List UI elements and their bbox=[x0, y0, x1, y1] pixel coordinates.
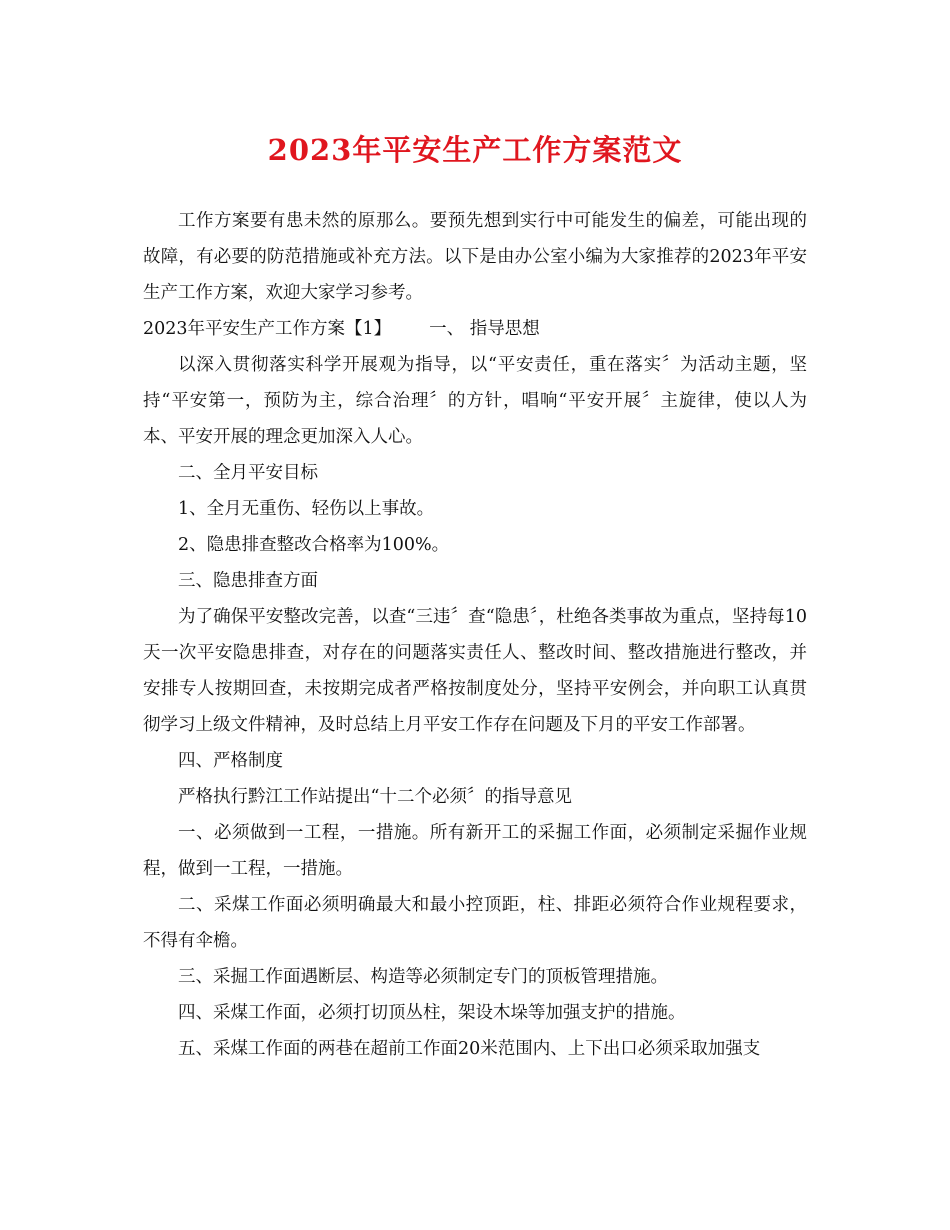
goal-item-1: 1、全月无重伤、轻伤以上事故。 bbox=[178, 499, 435, 519]
goal-item-2: 2、隐患排查整改合格率为100%。 bbox=[178, 535, 450, 555]
section-heading-strict-rules: 四、严格制度 bbox=[178, 751, 283, 771]
paragraph-twelve-musts: 严格执行黔江工作站提出“十二个必须〞的指导意见 bbox=[178, 787, 572, 807]
rule-item-4: 四、采煤工作面，必须打切顶丛柱，架设木垛等加强支护的措施。 bbox=[178, 1003, 686, 1023]
paragraph-plan-heading bbox=[143, 311, 807, 347]
document-body bbox=[143, 203, 807, 1067]
rule-item-2: 二、采煤工作面必须明确最大和最小控顶距，柱、排距必须符合作业规程要求，不得有伞檐。 bbox=[143, 895, 807, 951]
rule-item-3: 三、采掘工作面遇断层、构造等必须制定专门的顶板管理措施。 bbox=[178, 967, 668, 987]
paragraph-guiding-thought: 以深入贯彻落实科学开展观为指导，以“平安责任，重在落实〞为活动主题，坚持“平安第一，预防为主，综合治理〞的方针，唱响“平安开展〞主旋律，使以人为本、平安开展的理念更加深入人心。 bbox=[143, 355, 807, 447]
rule-item-5: 五、采煤工作面的两巷在超前工作面20米范围内、上下出口必须采取加强支 bbox=[178, 1039, 761, 1059]
paragraph-hazard-check: 为了确保平安整改完善，以查“三违〞查“隐患〞，杜绝各类事故为重点，坚持每10天一次平安隐患排查，对存在的问题落实责任人、整改时间、整改措施进行整改，并安排专人按期回查，未按期完成者严格按制度处分，坚持平安例会，并向职工认真贯彻学习上级文件精神，及时总结上月平安工作存在问题及下月的平安工作部署。 bbox=[143, 607, 807, 735]
section-heading-safety-goals: 二、全月平安目标 bbox=[178, 463, 318, 483]
document-title: 2023年平安生产工作方案范文 bbox=[267, 133, 683, 167]
rule-item-1: 一、必须做到一工程，一措施。所有新开工的采掘工作面，必须制定采掘作业规程，做到一工程，一措施。 bbox=[143, 823, 807, 879]
section-heading-hazard-check: 三、隐患排查方面 bbox=[178, 571, 318, 591]
plan-heading-title: 2023年平安生产工作方案【1】 bbox=[143, 319, 392, 339]
paragraph-intro: 工作方案要有患未然的原那么。要预先想到实行中可能发生的偏差，可能出现的故障，有必要的防范措施或补充方法。以下是由办公室小编为大家推荐的2023年平安生产工作方案，欢迎大家学习参考。 bbox=[143, 211, 807, 303]
section-heading-guiding-thought: 一、 指导思想 bbox=[429, 319, 540, 339]
